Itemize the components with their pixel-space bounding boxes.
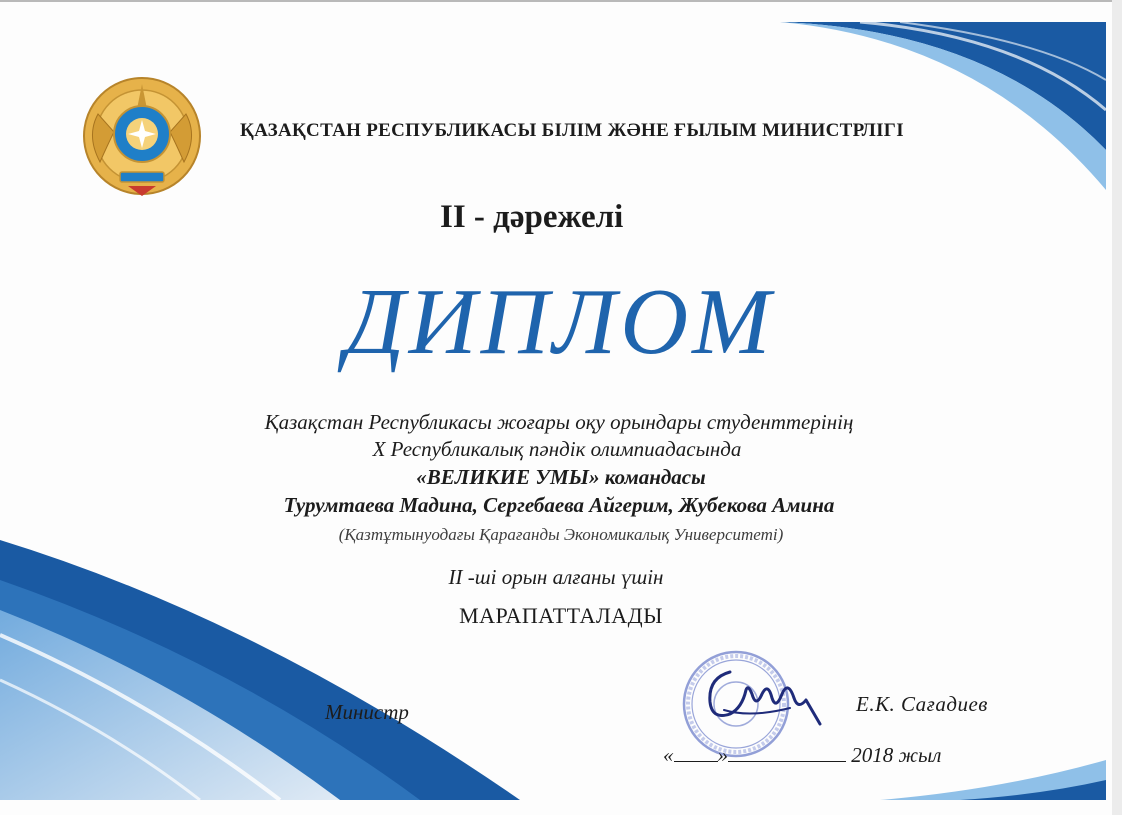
month-blank [728, 743, 846, 762]
awarded-text: МАРАПАТТАЛАДЫ [459, 603, 663, 628]
body-line-2: Х Республикалық пәндік олимпиадасында [372, 437, 742, 461]
university-name: (Қазтұтынуодағы Қарағанды Экономикалық Университеті) [338, 525, 784, 544]
date-line [663, 743, 941, 768]
team-members: Турумтаева Мадина, Сергебаева Айгерим, Жубекова Амина [283, 493, 835, 517]
ministry-header: ҚАЗАҚСТАН РЕСПУБЛИКАСЫ БІЛІМ ЖӘНЕ ҒЫЛЫМ МИНИСТРЛІГІ [240, 120, 904, 141]
degree-title: II - дәрежелі [440, 199, 624, 235]
day-blank [674, 743, 718, 762]
diploma-title: ДИПЛОМ [345, 270, 775, 374]
body-line-1: Қазақстан Республикасы жоғары оқу орындары студенттерінің [264, 410, 854, 434]
date-year: 2018 жыл [851, 743, 942, 767]
team-name: «ВЕЛИКИЕ УМЫ» командасы [416, 465, 706, 489]
state-emblem-icon [78, 74, 206, 202]
signature-icon [690, 650, 840, 740]
date-open-quote: « [663, 743, 674, 767]
date-close-quote: » [717, 743, 728, 767]
signatory-title: Министр [325, 700, 409, 724]
signatory-name: Е.К. Сағадиев [856, 692, 988, 716]
place-statement: II -ші орын алғаны үшін [448, 565, 664, 589]
